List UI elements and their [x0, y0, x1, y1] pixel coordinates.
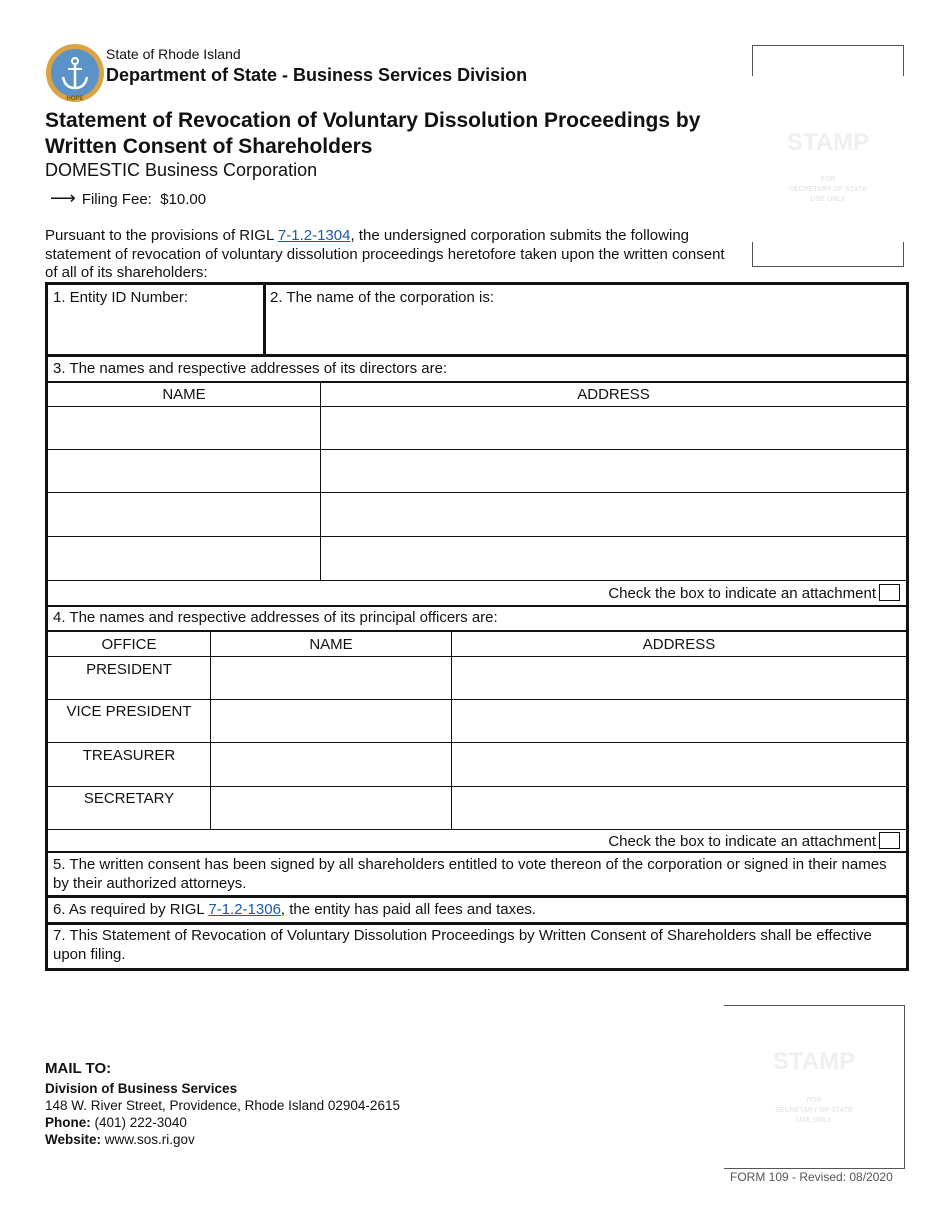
director-2-name-input[interactable] [48, 450, 320, 492]
office-vice-president: VICE PRESIDENT [66, 703, 192, 720]
attachment-label-2: Check the box to indicate an attachment [608, 833, 876, 850]
q2-corp-name-label: 2. The name of the corporation is: [270, 289, 495, 306]
stamp-line-3: USE ONLY [810, 196, 846, 203]
stamp-box-bottom [724, 1005, 905, 1169]
directors-attachment-checkbox[interactable] [879, 584, 900, 601]
mail-phone [45, 1114, 400, 1131]
mail-to-heading: MAIL TO: [45, 1060, 112, 1077]
q6-text: 6. As required by RIGL [53, 901, 209, 918]
officers-col-office: OFFICE [101, 636, 157, 653]
form-title: Statement of Revocation of Voluntary Dissolution Proceedings by Written Consent of Shareholders [45, 109, 701, 158]
vice-president-name-input[interactable] [211, 700, 451, 742]
officers-attachment [608, 832, 900, 851]
website-label: Website: [45, 1132, 102, 1147]
director-4-address-input[interactable] [321, 537, 906, 580]
rigl-1304-link[interactable]: 7-1.2-1304 [277, 227, 351, 244]
entity-id-input[interactable] [48, 307, 262, 353]
officers-attachment-checkbox[interactable] [879, 832, 900, 849]
q4-officers-label: 4. The names and respective addresses of its principal officers are: [53, 609, 498, 626]
department-name: Department of State - Business Services Division [106, 65, 528, 85]
secretary-address-input[interactable] [452, 787, 906, 829]
filing-fee [50, 188, 206, 209]
office-treasurer: TREASURER [82, 747, 176, 764]
state-name: State of Rhode Island [106, 46, 241, 62]
directors-attachment [608, 584, 900, 603]
president-address-input[interactable] [452, 657, 906, 699]
corp-name-input[interactable] [267, 307, 903, 353]
officers-col-address: ADDRESS [642, 636, 716, 653]
attachment-label: Check the box to indicate an attachment [608, 585, 876, 602]
q7-effective-statement: 7. This Statement of Revocation of Voluntary Dissolution Proceedings by Written Consent of Shareholders shall be effective upon filing. [53, 927, 872, 963]
mail-division: Division of Business Services [45, 1081, 238, 1096]
phone-value: (401) 222-3040 [94, 1115, 187, 1130]
director-3-name-input[interactable] [48, 493, 320, 536]
rigl-1306-link[interactable]: 7-1.2-1306 [208, 901, 281, 918]
director-1-name-input[interactable] [48, 407, 320, 449]
intro-paragraph [45, 227, 735, 283]
treasurer-name-input[interactable] [211, 743, 451, 786]
form-subtitle: DOMESTIC Business Corporation [45, 160, 318, 180]
website-value: www.sos.ri.gov [104, 1132, 195, 1147]
director-4-name-input[interactable] [48, 537, 320, 580]
arrow-right-icon: ⟶ [50, 188, 76, 208]
stamp-line-2: SECRETARY OF STATE [789, 186, 867, 193]
phone-label: Phone: [45, 1115, 91, 1130]
office-secretary: SECRETARY [83, 790, 175, 807]
q3-directors-label: 3. The names and respective addresses of its directors are: [53, 360, 448, 377]
stamp2-line-1: FOR [806, 1097, 822, 1104]
intro-text: Pursuant to the provisions of RIGL [45, 227, 278, 244]
directors-col-address: ADDRESS [577, 386, 650, 403]
q6-text-rest: , the entity has paid all fees and taxes. [280, 901, 537, 918]
stamp2-line-3: USE ONLY [796, 1117, 832, 1124]
stamp-box-top [752, 45, 904, 267]
fee-label: Filing Fee: [81, 191, 152, 208]
vice-president-address-input[interactable] [452, 700, 906, 742]
president-name-input[interactable] [211, 657, 451, 699]
mail-to-block [45, 1080, 400, 1148]
stamp-word: STAMP [786, 129, 870, 156]
q1-entity-id-label: 1. Entity ID Number: [53, 289, 189, 306]
stamp-line-1: FOR [820, 176, 836, 183]
form-revision-footer: FORM 109 - Revised: 08/2020 [730, 1170, 893, 1184]
anchor-icon [51, 49, 99, 97]
treasurer-address-input[interactable] [452, 743, 906, 786]
form-table [45, 282, 909, 971]
office-president: PRESIDENT [86, 661, 172, 678]
q6-fees-statement [53, 900, 536, 919]
mail-address: 148 W. River Street, Providence, Rhode Island 02904-2615 [45, 1098, 400, 1113]
director-3-address-input[interactable] [321, 493, 906, 536]
seal-motto: HOPE [66, 96, 84, 102]
officers-col-name: NAME [309, 636, 353, 653]
fee-value: $10.00 [160, 191, 207, 208]
stamp2-word: STAMP [772, 1048, 856, 1075]
director-1-address-input[interactable] [321, 407, 906, 449]
state-seal [46, 44, 104, 102]
stamp2-line-2: SECRETARY OF STATE [775, 1107, 853, 1114]
director-2-address-input[interactable] [321, 450, 906, 492]
q5-consent-statement: 5. The written consent has been signed by all shareholders entitled to vote thereon of the corporation or signed in their names by their authorized attorneys. [53, 856, 887, 892]
mail-website [45, 1131, 400, 1148]
directors-col-name: NAME [162, 386, 206, 403]
intro-text-rest: , the undersigned corporation submits the following statement of revocation of voluntary dissolution proceedings heretofore taken upon the written consent of all of its shareholders: [45, 227, 725, 281]
secretary-name-input[interactable] [211, 787, 451, 829]
